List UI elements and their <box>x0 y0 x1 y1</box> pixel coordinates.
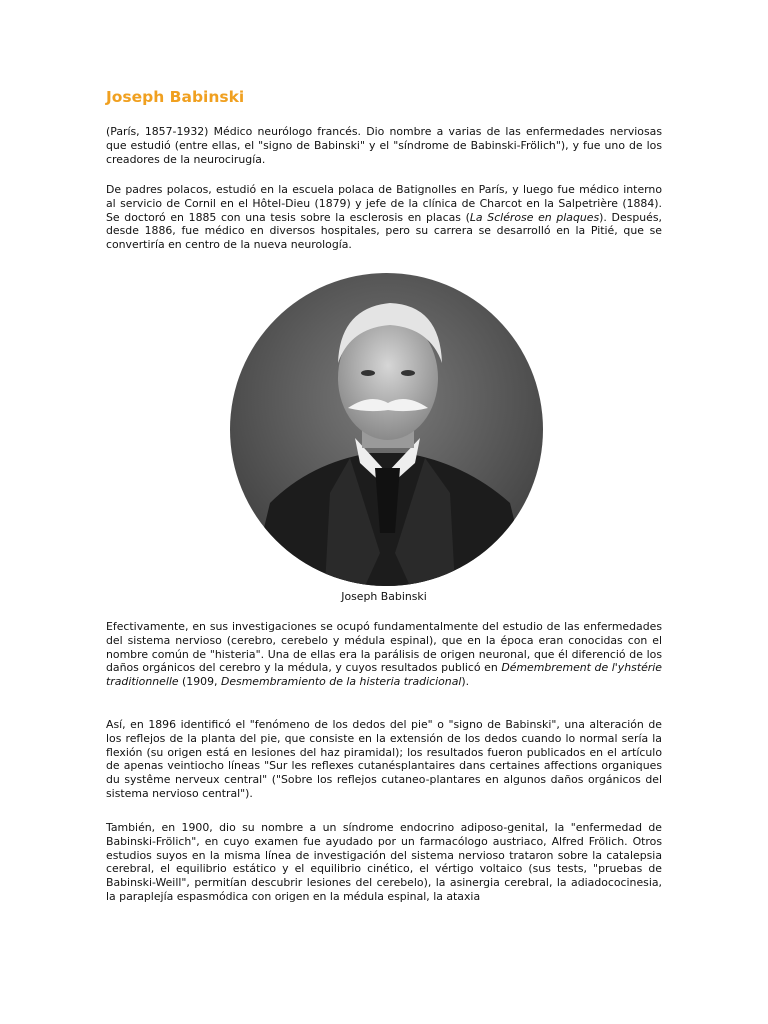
paragraph-syndrome: También, en 1900, dio su nombre a un síndrome endocrino adiposo-genital, la "enfermedad de Babinski-Frölich", en cuyo examen fue ayudado por un farmacólogo austriaco, Alfred Frölich. Otros estudios suyos en la misma línea de investigación del sistema nervioso trataron sobre la catalepsia cerebral, el equilibrio estático y el equilibrio cinético, el vértigo voltaico (sus tests, "pruebas de Babinski-Weill", permitían descubrir lesiones del cerebelo), la asinergia cerebral, la adiadococinesia, la paraplejía espasmódica con origen en la médula espinal, la ataxia <box>106 821 662 903</box>
paragraph-intro: (París, 1857-1932) Médico neurólogo francés. Dio nombre a varias de las enfermedades nerviosas que estudió (entre ellas, el "signo de Babinski" y el "síndrome de Babinski-Frölich"), y fue uno de los creadores de la neurocirugía. <box>106 125 662 166</box>
portrait-caption: Joseph Babinski <box>341 590 427 603</box>
page-title: Joseph Babinski <box>106 88 245 106</box>
paragraph-research <box>106 620 662 689</box>
italic-title: Desmembramiento de la histeria tradicional <box>220 675 462 689</box>
paragraph-education <box>106 183 662 252</box>
paragraph-babinski-sign: Así, en 1896 identificó el "fenómeno de los dedos del pie" o "signo de Babinski", una alteración de los reflejos de la planta del pie, que consiste en la extensión de los dedos cuando lo normal sería la flexión (su origen está en lesiones del haz piramidal); los resultados fueron publicados en el artículo de apenas veintiocho líneas "Sur les reflexes cutanésplantaires dans certaines affections organiques du systême nerveux central" ("Sobre los reflejos cutaneo-plantares en algunos daños orgánicos del sistema nervioso central"). <box>106 718 662 800</box>
paragraph-text: ). <box>461 675 470 689</box>
paragraph-text: ). Después, desde 1886, fue médico en diversos hospitales, pero su carrera se desarrolló en la Pitié, que se convertiría en centro de la nueva neurología. <box>106 210 662 252</box>
paragraph-text: (1909, <box>178 675 221 689</box>
italic-title: La Sclérose en plaques <box>469 210 600 224</box>
portrait-photo <box>230 273 543 586</box>
paragraph-text: Efectivamente, en sus investigaciones se ocupó fundamentalmente del estudio de las enfermedades del sistema nervioso (cerebro, cerebelo y médula espinal), que en la época eran conocidas con el nombre común de "histeria". Una de ellas era la parálisis de origen neuronal, que él diferenció de los daños orgánicos del cerebro y la médula, y cuyos resultados publicó en <box>106 620 662 675</box>
italic-title: Démembrement de l'yhstérie traditionnelle <box>106 661 662 689</box>
paragraph-text: De padres polacos, estudió en la escuela polaca de Batignolles en París, y luego fue médico interno al servicio de Cornil en el Hôtel-Dieu (1879) y jefe de la clínica de Charcot en la Salpetrière (1884). Se doctoró en 1885 con una tesis sobre la esclerosis en placas ( <box>106 183 662 224</box>
